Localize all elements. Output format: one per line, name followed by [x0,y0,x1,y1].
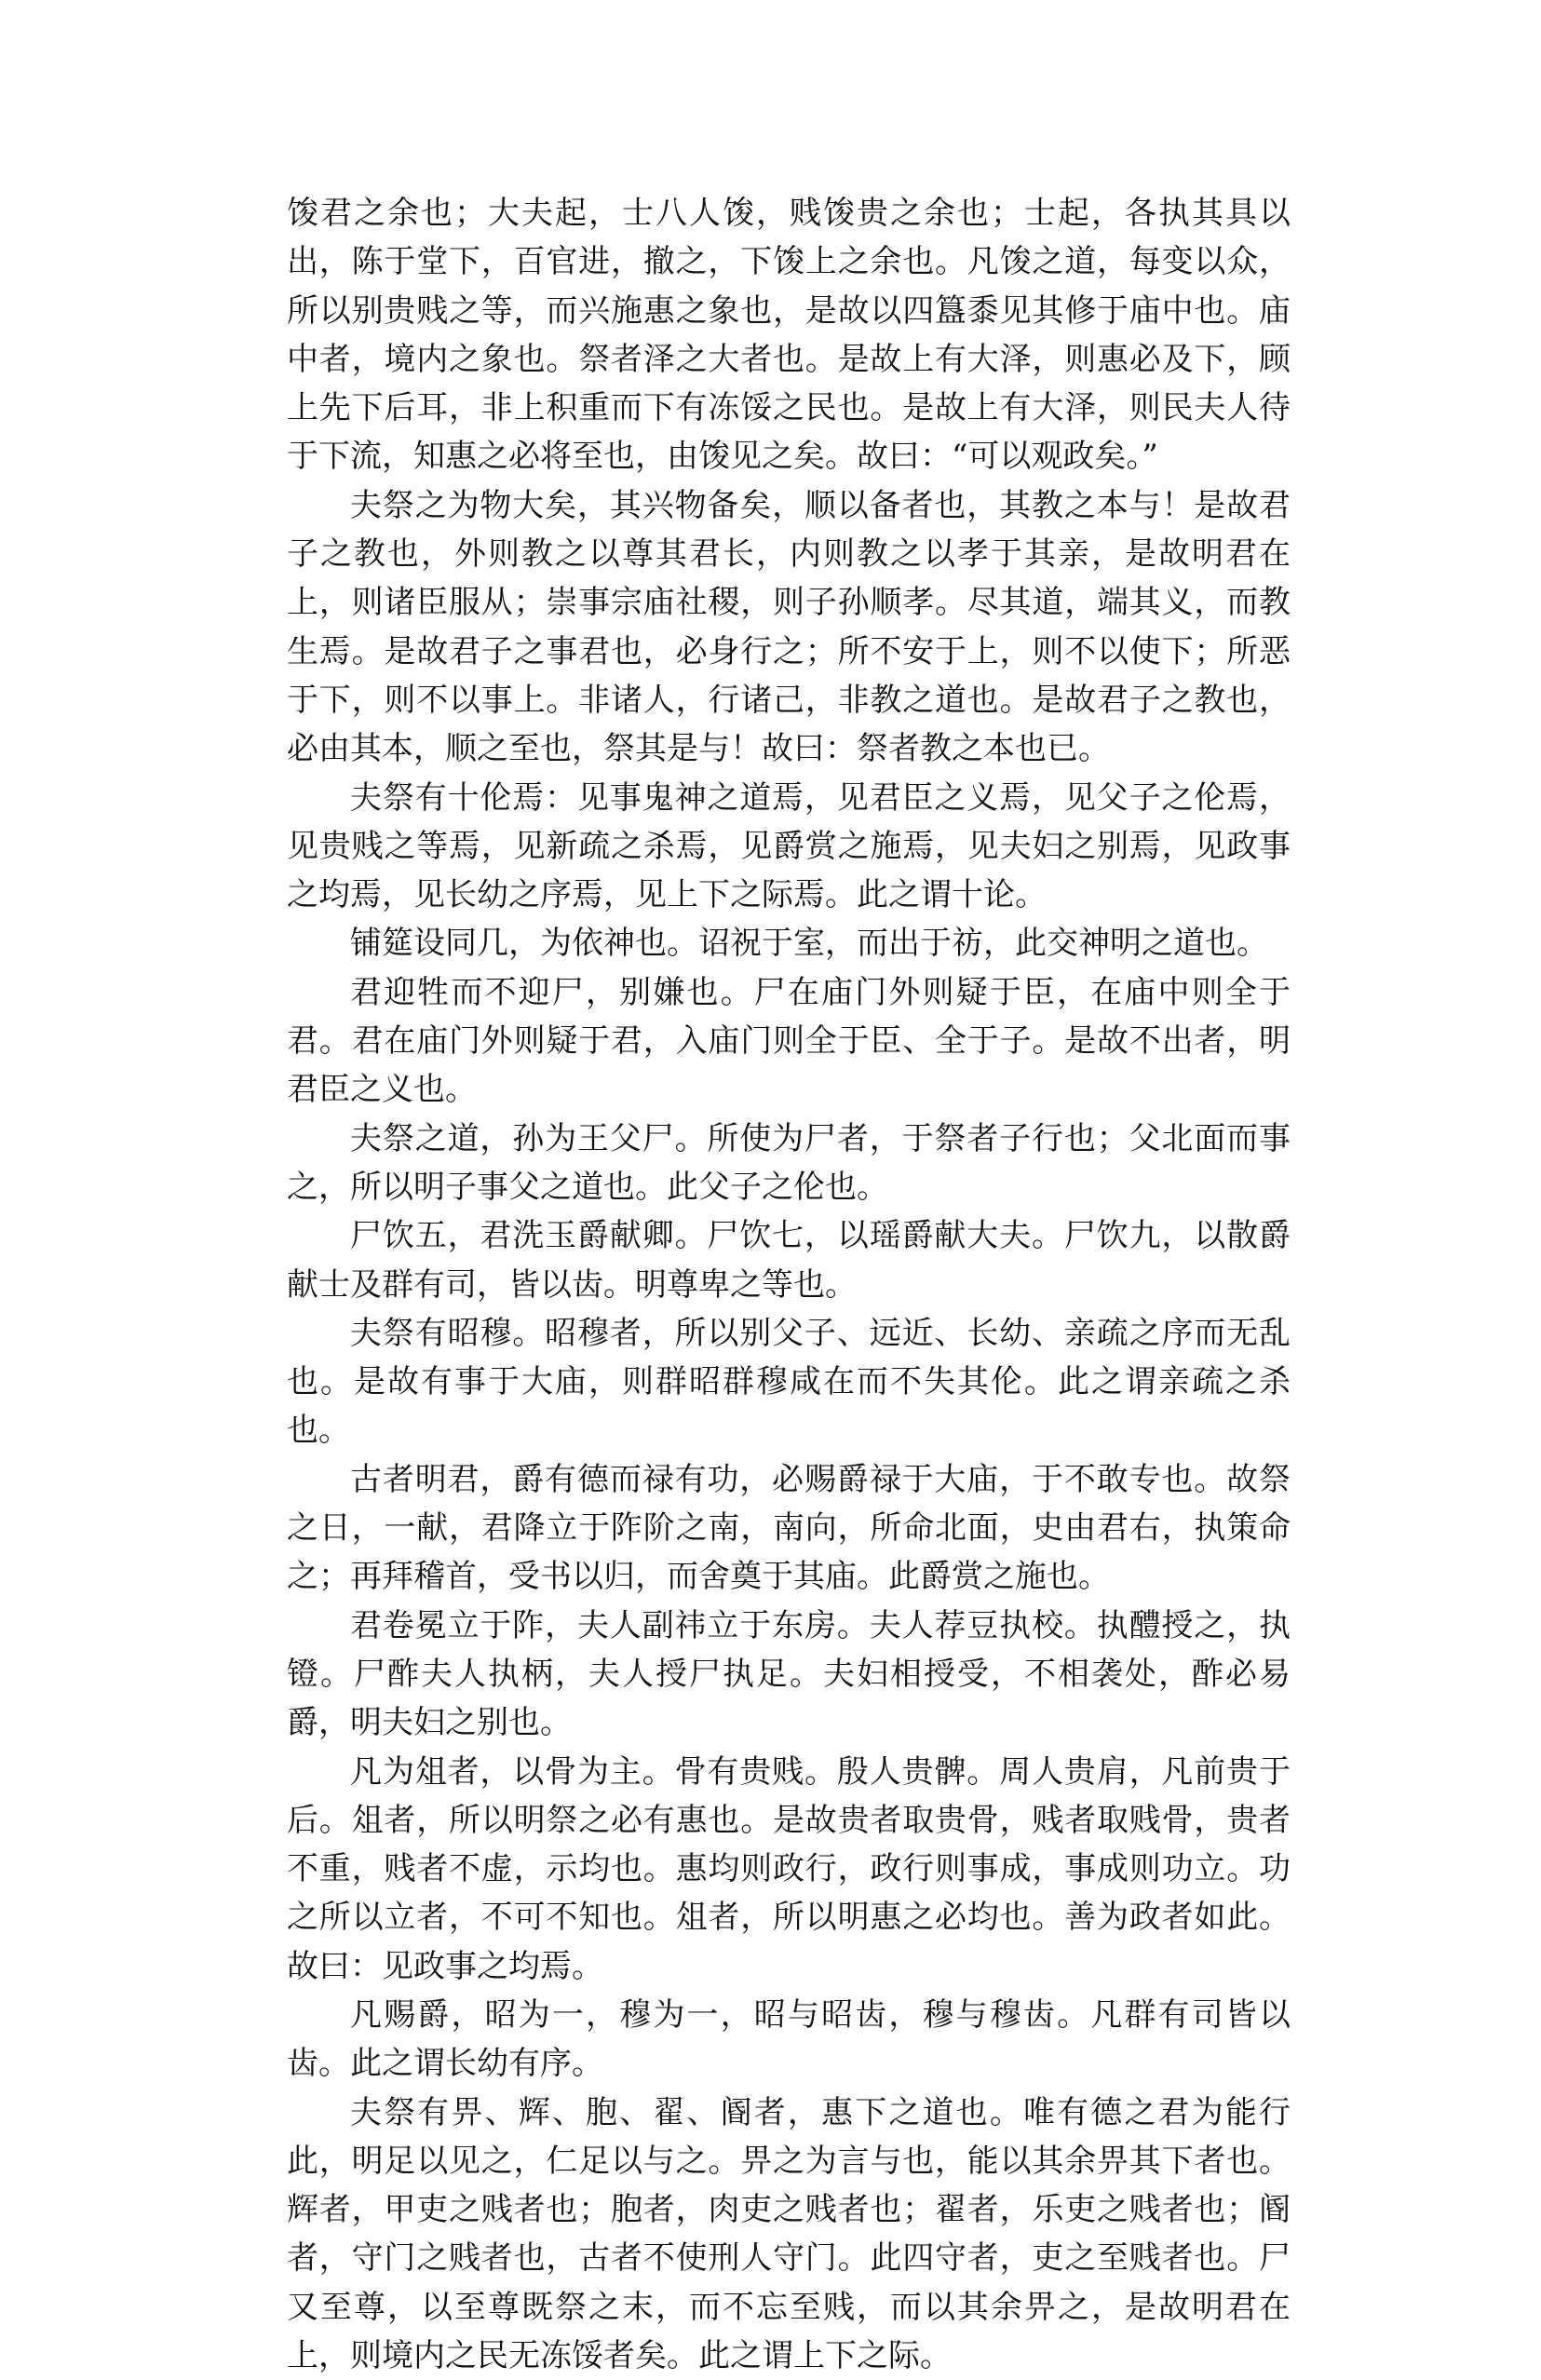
paragraph: 夫祭之为物大矣，其兴物备矣，顺以备者也，其教之本与！是故君子之教也，外则教之以尊其君长，内则教之以孝于其亲，是故明君在上，则诸臣服从；崇事宗庙社稷，则子孙顺孝。尽其道，端其义，而教生焉。是故君子之事君也，必身行之；所不安于上，则不以使下；所恶于下，则不以事上。非诸人，行诸己，非教之道也。是故君子之教也，必由其本，顺之至也，祭其是与！故曰：祭者教之本也已。 [287,486,1291,768]
paragraph: 君迎牲而不迎尸，别嫌也。尸在庙门外则疑于臣，在庙中则全于君。君在庙门外则疑于君，入庙门则全于臣、全于子。是故不出者，明君臣之义也。 [287,973,1291,1109]
paragraph: 铺筵设同几，为依神也。诏祝于室，而出于祊，此交神明之道也。 [350,925,1268,963]
paragraph: 凡赐爵，昭为一，穆为一，昭与昭齿，穆与穆齿。凡群有司皆以齿。此之谓长幼有序。 [287,1995,1291,2083]
paragraph: 馂君之余也；大夫起，士八人馂，贱馂贵之余也；士起，各执其具以出，陈于堂下，百官进，撤之，下馂上之余也。凡馂之道，每变以众，所以别贵贱之等，而兴施惠之象也，是故以四簋黍见其修于庙中也。庙中者，境内之象也。祭者泽之大者也。是故上有大泽，则惠必及下，顾上先下后耳，非上积重而下有冻馁之民也。是故上有大泽，则民夫人待于下流，知惠之必将至也，由馂见之矣。故曰：“可以观政矣。” [287,195,1291,476]
paragraph: 君卷冕立于阼，夫人副祎立于东房。夫人荐豆执校。执醴授之，执镫。尸酢夫人执柄，夫人授尸执足。夫妇相授受，不相袭处，酢必易爵，明夫妇之别也。 [287,1606,1291,1742]
paragraph: 凡为俎者，以骨为主。骨有贵贱。殷人贵髀。周人贵肩，凡前贵于后。俎者，所以明祭之必有惠也。是故贵者取贵骨，贱者取贱骨，贵者不重，贱者不虚，示均也。惠均则政行，政行则事成，事成则功立。功之所以立者，不可不知也。俎者，所以明惠之必均也。善为政者如此。故曰：见政事之均焉。 [287,1752,1291,1985]
document-body [287,189,1291,2380]
paragraph: 尸饮五，君洗玉爵献卿。尸饮七，以瑶爵献大夫。尸饮九，以散爵献士及群有司，皆以齿。明尊卑之等也。 [287,1217,1291,1304]
paragraph: 古者明君，爵有德而禄有功，必赐爵禄于大庙，于不敢专也。故祭之日，一献，君降立于阼阶之南，南向，所命北面，史由君右，执策命之；再拜稽首，受书以归，而舍奠于其庙。此爵赏之施也。 [287,1460,1291,1596]
paragraph: 夫祭有畀、辉、胞、翟、阍者，惠下之道也。唯有德之君为能行此，明足以见之，仁足以与之。畀之为言与也，能以其余畀其下者也。辉者，甲吏之贱者也；胞者，肉吏之贱者也；翟者，乐吏之贱者也；阍者，守门之贱者也，古者不使刑人守门。此四守者，吏之至贱者也。尸又至尊，以至尊既祭之末，而不忘至贱，而以其余畀之，是故明君在上，则境内之民无冻馁者矣。此之谓上下之际。 [287,2093,1291,2375]
paragraph: 夫祭之道，孙为王父尸。所使为尸者，于祭者子行也；父北面而事之，所以明子事父之道也。此父子之伦也。 [287,1119,1291,1206]
paragraph: 夫祭有昭穆。昭穆者，所以别父子、远近、长幼、亲疏之序而无乱也。是故有事于大庙，则群昭群穆咸在而不失其伦。此之谓亲疏之杀也。 [287,1314,1291,1450]
paragraph: 夫祭有十伦焉：见事鬼神之道焉，见君臣之义焉，见父子之伦焉，见贵贱之等焉，见新疏之杀焉，见爵赏之施焉，见夫妇之别焉，见政事之均焉，见长幼之序焉，见上下之际焉。此之谓十论。 [287,778,1291,914]
